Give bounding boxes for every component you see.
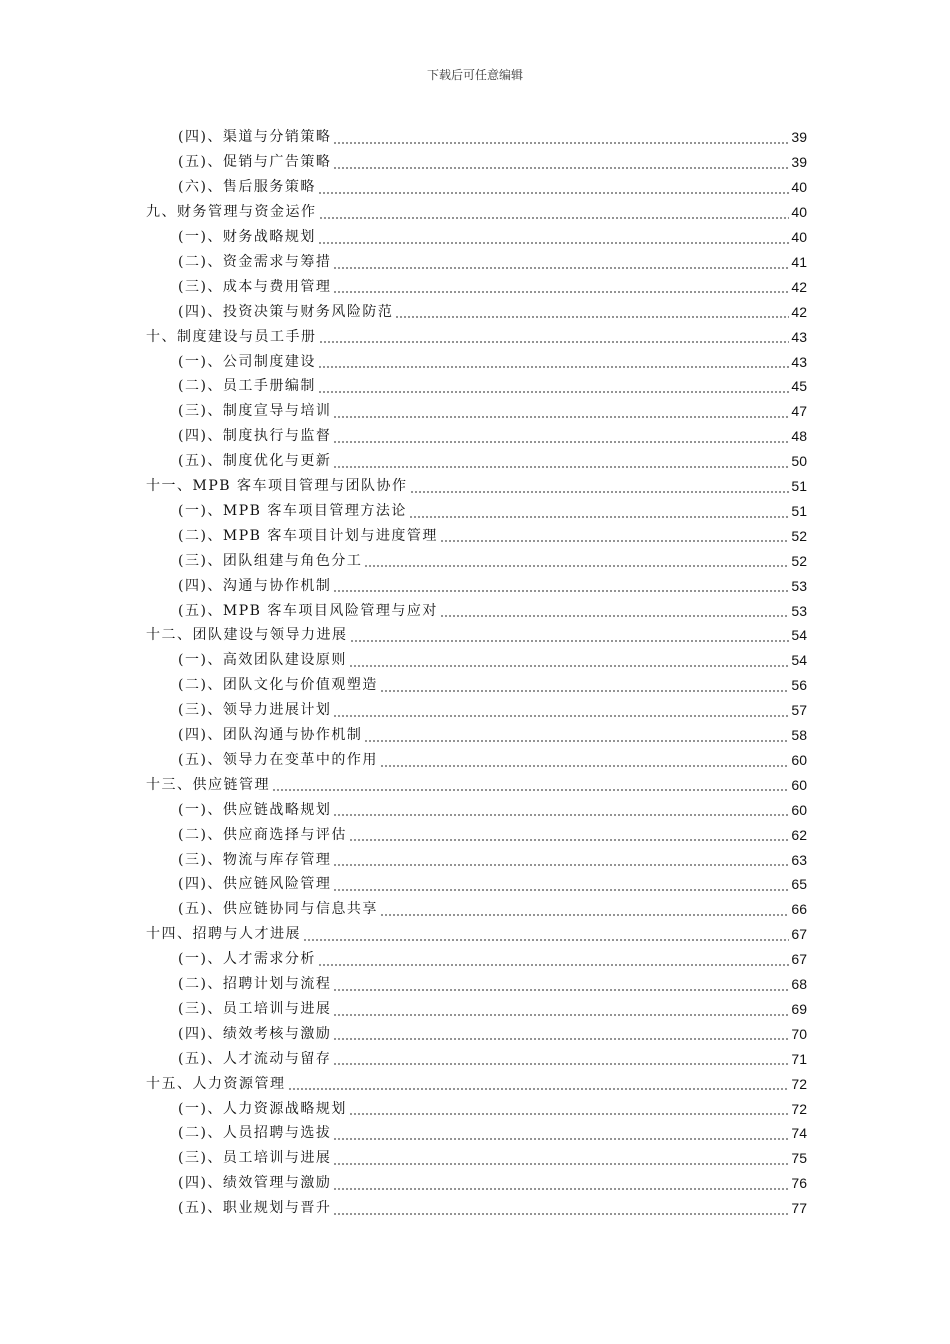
dot-leader <box>318 374 789 399</box>
toc-entry-title: (五)、促销与广告策略 <box>178 154 332 171</box>
toc-entry-page: 42 <box>791 303 807 320</box>
toc-entry-title: (一)、MPB 客车项目管理方法论 <box>178 502 407 519</box>
toc-entry-page: 71 <box>791 1050 807 1067</box>
toc-entry-page: 40 <box>791 204 807 221</box>
toc-entry[interactable] <box>178 598 807 623</box>
toc-entry-page: 45 <box>791 378 807 395</box>
toc-entry-page: 39 <box>791 154 807 171</box>
toc-entry-page: 68 <box>791 976 807 993</box>
toc-entry-title: (四)、供应链风险管理 <box>178 876 332 893</box>
toc-entry-page: 52 <box>791 527 807 544</box>
toc-entry[interactable] <box>178 997 807 1022</box>
toc-entry[interactable] <box>178 125 807 150</box>
toc-entry[interactable] <box>146 1071 807 1096</box>
dot-leader <box>349 822 789 847</box>
dot-leader <box>333 125 789 150</box>
toc-entry-title: 十四、招聘与人才进展 <box>146 926 301 943</box>
toc-entry[interactable] <box>178 1121 807 1146</box>
dot-leader <box>333 1021 789 1046</box>
toc-entry-title: (三)、员工培训与进展 <box>178 1150 332 1167</box>
dot-leader <box>395 299 789 324</box>
toc-entry-title: (一)、人才需求分析 <box>178 951 316 968</box>
toc-entry-title: (五)、领导力在变革中的作用 <box>178 751 378 768</box>
toc-entry-page: 58 <box>791 727 807 744</box>
toc-entry-page: 50 <box>791 453 807 470</box>
toc-entry-page: 67 <box>791 951 807 968</box>
toc-entry-page: 70 <box>791 1025 807 1042</box>
toc-entry-title: (四)、制度执行与监督 <box>178 428 332 445</box>
toc-entry-title: 九、财务管理与资金运作 <box>146 204 317 221</box>
dot-leader <box>333 1171 789 1196</box>
toc-entry[interactable] <box>178 748 807 773</box>
toc-entry-title: (二)、MPB 客车项目计划与进度管理 <box>178 527 438 544</box>
toc-entry-page: 48 <box>791 428 807 445</box>
toc-entry-page: 40 <box>791 229 807 246</box>
dot-leader <box>333 1196 789 1221</box>
toc-entry[interactable] <box>178 573 807 598</box>
toc-entry[interactable] <box>178 673 807 698</box>
dot-leader <box>333 1046 789 1071</box>
toc-entry-page: 53 <box>791 577 807 594</box>
dot-leader <box>349 1096 789 1121</box>
toc-entry-page: 51 <box>791 502 807 519</box>
toc-entry-title: (三)、团队组建与角色分工 <box>178 552 363 569</box>
dot-leader <box>303 922 789 947</box>
toc-entry[interactable] <box>178 872 807 897</box>
dot-leader <box>349 648 789 673</box>
toc-entry-title: (五)、供应链协同与信息共享 <box>178 901 378 918</box>
toc-entry-title: (三)、成本与费用管理 <box>178 278 332 295</box>
dot-leader <box>333 573 789 598</box>
toc-entry-page: 54 <box>791 652 807 669</box>
toc-entry-title: (一)、公司制度建设 <box>178 353 316 370</box>
page-header: 下载后可任意编辑 <box>426 68 523 82</box>
toc-entry[interactable] <box>178 847 807 872</box>
toc-entry[interactable] <box>178 548 807 573</box>
toc-entry-title: 十、制度建设与员工手册 <box>146 328 317 345</box>
toc-entry-title: (二)、资金需求与筹措 <box>178 253 332 270</box>
dot-leader <box>319 324 790 349</box>
toc-entry-title: (一)、高效团队建设原则 <box>178 652 347 669</box>
toc-entry-page: 43 <box>791 328 807 345</box>
toc-entry-title: 十二、团队建设与领导力进展 <box>146 627 348 644</box>
dot-leader <box>350 623 790 648</box>
toc-entry-title: (三)、领导力进展计划 <box>178 702 332 719</box>
dot-leader <box>333 150 789 175</box>
toc-entry-title: (二)、团队文化与价值观塑造 <box>178 677 378 694</box>
toc-entry-page: 72 <box>791 1075 807 1092</box>
toc-entry[interactable] <box>178 1196 807 1221</box>
dot-leader <box>333 997 789 1022</box>
toc-entry[interactable] <box>178 1046 807 1071</box>
dot-leader <box>333 797 789 822</box>
dot-leader <box>333 847 789 872</box>
toc-entry-title: 十五、人力资源管理 <box>146 1075 286 1092</box>
toc-entry[interactable] <box>178 374 807 399</box>
toc-entry-page: 76 <box>791 1175 807 1192</box>
toc-entry-page: 67 <box>791 926 807 943</box>
toc-entry-title: (四)、绩效管理与激励 <box>178 1175 332 1192</box>
toc-entry-title: (三)、制度宣导与培训 <box>178 403 332 420</box>
dot-leader <box>364 723 789 748</box>
toc-entry-page: 66 <box>791 901 807 918</box>
toc-entry-page: 75 <box>791 1150 807 1167</box>
toc-entry-title: (二)、供应商选择与评估 <box>178 826 347 843</box>
toc-entry-title: (二)、人员招聘与选拔 <box>178 1125 332 1142</box>
toc-entry-title: 十三、供应链管理 <box>146 776 270 793</box>
toc-entry-title: (二)、招聘计划与流程 <box>178 976 332 993</box>
toc-entry-title: (五)、制度优化与更新 <box>178 453 332 470</box>
toc-entry[interactable] <box>178 424 807 449</box>
toc-entry-page: 53 <box>791 602 807 619</box>
dot-leader <box>333 250 789 275</box>
dot-leader <box>364 548 789 573</box>
toc-entry-title: (四)、沟通与协作机制 <box>178 577 332 594</box>
toc-entry[interactable] <box>178 947 807 972</box>
dot-leader <box>333 399 789 424</box>
toc-entry-title: (五)、人才流动与留存 <box>178 1050 332 1067</box>
toc-entry-title: (五)、MPB 客车项目风险管理与应对 <box>178 602 438 619</box>
toc-entry-page: 60 <box>791 776 807 793</box>
dot-leader <box>333 972 789 997</box>
dot-leader <box>333 274 789 299</box>
toc-entry[interactable] <box>178 150 807 175</box>
toc-entry[interactable] <box>178 1096 807 1121</box>
toc-entry-page: 47 <box>791 403 807 420</box>
dot-leader <box>333 1146 789 1171</box>
toc-entry[interactable] <box>146 200 807 225</box>
dot-leader <box>380 897 789 922</box>
toc-entry[interactable] <box>178 449 807 474</box>
toc-entry-page: 43 <box>791 353 807 370</box>
dot-leader <box>318 349 789 374</box>
toc-entry[interactable] <box>178 349 807 374</box>
dot-leader <box>318 175 789 200</box>
dot-leader <box>333 698 789 723</box>
dot-leader <box>272 772 789 797</box>
toc-entry-page: 74 <box>791 1125 807 1142</box>
toc-entry-page: 60 <box>791 801 807 818</box>
toc-entry-page: 41 <box>791 253 807 270</box>
toc-entry[interactable] <box>178 698 807 723</box>
toc-entry-page: 51 <box>791 478 807 495</box>
toc-entry-page: 52 <box>791 552 807 569</box>
toc-entry-page: 72 <box>791 1100 807 1117</box>
toc-entry-page: 77 <box>791 1200 807 1217</box>
toc-entry-page: 56 <box>791 677 807 694</box>
toc-entry[interactable] <box>178 299 807 324</box>
dot-leader <box>380 748 789 773</box>
toc-entry-page: 39 <box>791 129 807 146</box>
toc-entry-title: 十一、MPB 客车项目管理与团队协作 <box>146 478 408 495</box>
dot-leader <box>333 1121 789 1146</box>
toc-entry-page: 62 <box>791 826 807 843</box>
toc-entry[interactable] <box>178 399 807 424</box>
toc-entry-page: 69 <box>791 1000 807 1017</box>
toc-entry-page: 65 <box>791 876 807 893</box>
toc-entry-page: 60 <box>791 751 807 768</box>
toc-entry-title: (四)、渠道与分销策略 <box>178 129 332 146</box>
dot-leader <box>333 424 789 449</box>
dot-leader <box>440 523 790 548</box>
toc-entry-title: (二)、员工手册编制 <box>178 378 316 395</box>
toc-entry[interactable] <box>178 648 807 673</box>
toc-entry[interactable] <box>178 797 807 822</box>
toc-entry-page: 40 <box>791 179 807 196</box>
toc-entry[interactable] <box>178 523 807 548</box>
toc-entry[interactable] <box>146 474 807 499</box>
toc-entry-title: (六)、售后服务策略 <box>178 179 316 196</box>
toc-entry[interactable] <box>178 225 807 250</box>
dot-leader <box>318 225 789 250</box>
toc-entry-title: (一)、人力资源战略规划 <box>178 1100 347 1117</box>
dot-leader <box>380 673 789 698</box>
toc-entry[interactable] <box>178 822 807 847</box>
toc-entry-title: (五)、职业规划与晋升 <box>178 1200 332 1217</box>
dot-leader <box>410 474 790 499</box>
dot-leader <box>288 1071 790 1096</box>
toc-entry[interactable] <box>146 772 807 797</box>
dot-leader <box>440 598 790 623</box>
toc-entry[interactable] <box>178 499 807 524</box>
toc-entry-title: (四)、投资决策与财务风险防范 <box>178 303 394 320</box>
toc-entry-title: (一)、供应链战略规划 <box>178 801 332 818</box>
dot-leader <box>318 947 789 972</box>
toc-entry[interactable] <box>178 250 807 275</box>
toc-entry[interactable] <box>178 274 807 299</box>
toc-entry-page: 42 <box>791 278 807 295</box>
toc-entry-title: (三)、物流与库存管理 <box>178 851 332 868</box>
toc-entry-title: (四)、团队沟通与协作机制 <box>178 727 363 744</box>
toc-entry-title: (三)、员工培训与进展 <box>178 1000 332 1017</box>
toc-entry[interactable] <box>146 324 807 349</box>
dot-leader <box>409 499 790 524</box>
toc-entry-page: 63 <box>791 851 807 868</box>
toc-entry-title: (四)、绩效考核与激励 <box>178 1025 332 1042</box>
toc-entry[interactable] <box>178 897 807 922</box>
dot-leader <box>333 449 789 474</box>
toc-entry[interactable] <box>178 1146 807 1171</box>
toc-entry[interactable] <box>146 922 807 947</box>
toc-entry-page: 54 <box>791 627 807 644</box>
toc-entry-title: (一)、财务战略规划 <box>178 229 316 246</box>
toc-entry[interactable] <box>178 972 807 997</box>
toc-entry[interactable] <box>178 723 807 748</box>
toc-entry[interactable] <box>178 175 807 200</box>
toc-entry[interactable] <box>178 1171 807 1196</box>
dot-leader <box>333 872 789 897</box>
toc-entry[interactable] <box>146 623 807 648</box>
dot-leader <box>319 200 790 225</box>
toc-entry[interactable] <box>178 1021 807 1046</box>
toc-entry-page: 57 <box>791 702 807 719</box>
